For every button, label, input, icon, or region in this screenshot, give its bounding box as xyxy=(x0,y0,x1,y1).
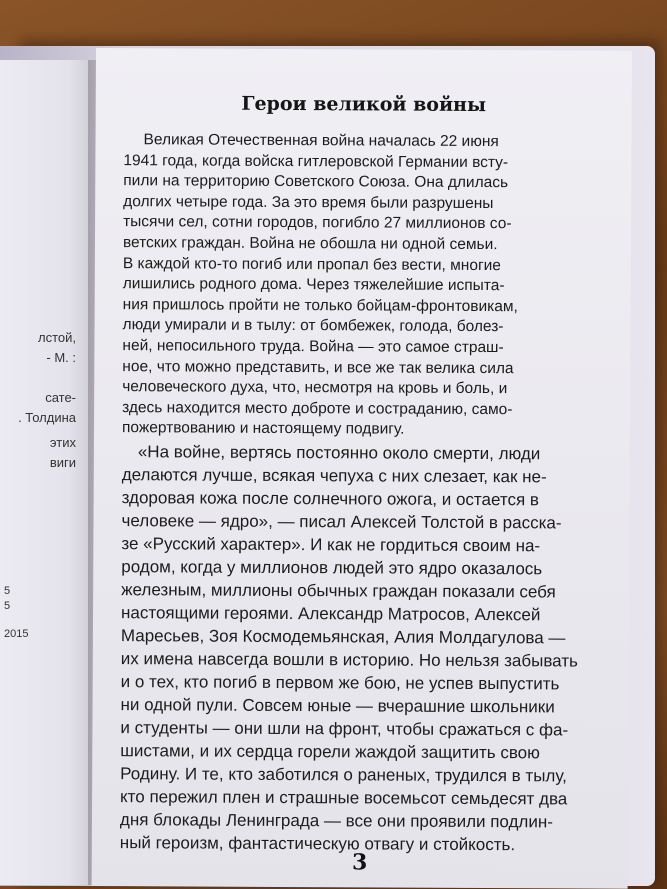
text-line: и студенты — они шли на фронт, чтобы сражаться с фа- xyxy=(120,718,569,740)
text-line: Родину. И те, кто заботился о раненых, трудился в тылу, xyxy=(120,764,567,786)
left-fragment: виги xyxy=(49,455,76,470)
text-line: ное, что можно представить, и все же так велика сила xyxy=(122,358,514,378)
text-line: человеке — ядро», — писал Алексей Толстой в расска- xyxy=(121,511,562,533)
text-line: люди умирали и в тылу: от бомбежек, голода, болез- xyxy=(122,316,504,336)
text-line: Великая Отечественная война началась 22 июня xyxy=(143,131,499,151)
left-fragment: - М. : xyxy=(46,350,76,365)
left-fragment: лстой, xyxy=(38,330,76,345)
text-line: и о тех, кто погиб в первом же бою, не успев выпустить xyxy=(120,672,560,694)
text-line: В каждой кто-то погиб или пропал без вести, многие xyxy=(122,255,501,275)
text-line: дня блокады Ленинграда — все они проявили подлин- xyxy=(119,810,553,832)
text-line: здесь находится место доброте и состраданию, само- xyxy=(122,399,513,419)
text-line: ный героизм, фантастическую отвагу и стойкость. xyxy=(119,833,516,855)
text-line: шистами, и их сердца горели жаждой защитить свою xyxy=(120,741,540,763)
text-line: Маресьев, Зоя Космодемьянская, Алия Молдагулова — xyxy=(120,626,566,648)
text-line: настоящими героями. Александр Матросов, Алексей xyxy=(120,603,541,625)
text-line: их имена навсегда вошли в историю. Но нельзя забывать xyxy=(120,649,578,671)
text-line: ни одной пули. Совсем юные — вчерашние школьники xyxy=(120,695,555,717)
text-line: пожертвованию и настоящему подвигу. xyxy=(121,419,405,438)
text-line: пили на территорию Советского Союза. Она длилась xyxy=(123,172,509,192)
text-line: лишились родного дома. Через тяжелейшие испыта- xyxy=(122,275,505,295)
text-line: железным, миллионы обычных граждан показали себя xyxy=(121,580,556,602)
text-line: родом, когда у миллионов людей это ядро оказалось xyxy=(121,557,543,579)
text-line: тысячи сел, сотни городов, погибло 27 миллионов со- xyxy=(123,213,512,233)
text-line: ней, непосильного труда. Война — это самое страш- xyxy=(122,337,504,357)
page-number: 3 xyxy=(352,849,368,876)
text-line: кто пережил плен и страшные восемьсот семьдесят два xyxy=(120,787,568,809)
text-line: человеческого духа, что, несмотря на кровь и боль, и xyxy=(122,378,508,398)
text-line: ния пришлось пройти не только бойцам-фронтовикам, xyxy=(122,296,518,316)
left-fragment: 5 xyxy=(4,585,11,597)
text-line: 1941 года, когда войска гитлеровской Германии всту- xyxy=(123,152,509,172)
text-line: здоровая кожа после солнечного ожога, и остается в xyxy=(121,488,539,510)
left-page xyxy=(0,60,98,885)
text-line: зе «Русский характер». И как не гордиться своим на- xyxy=(121,534,541,556)
left-fragment: . Толдина xyxy=(18,410,76,425)
left-fragment: 5 xyxy=(4,600,11,612)
left-fragment: сате- xyxy=(45,390,76,405)
text-line: «На войне, вертясь постоянно около смерти, люди xyxy=(137,442,541,464)
left-fragment: 2015 xyxy=(4,628,29,640)
left-fragment: этих xyxy=(49,435,76,450)
right-page xyxy=(92,48,632,889)
text-line: делаются лучше, всякая чепуха с них слезает, как не- xyxy=(121,465,547,487)
text-line: долгих четыре года. За это время были разрушены xyxy=(123,193,494,213)
chapter-title: Герои великой войны xyxy=(241,92,487,117)
text-line: ветских граждан. Война не обошла ни одной семьи. xyxy=(122,234,498,254)
